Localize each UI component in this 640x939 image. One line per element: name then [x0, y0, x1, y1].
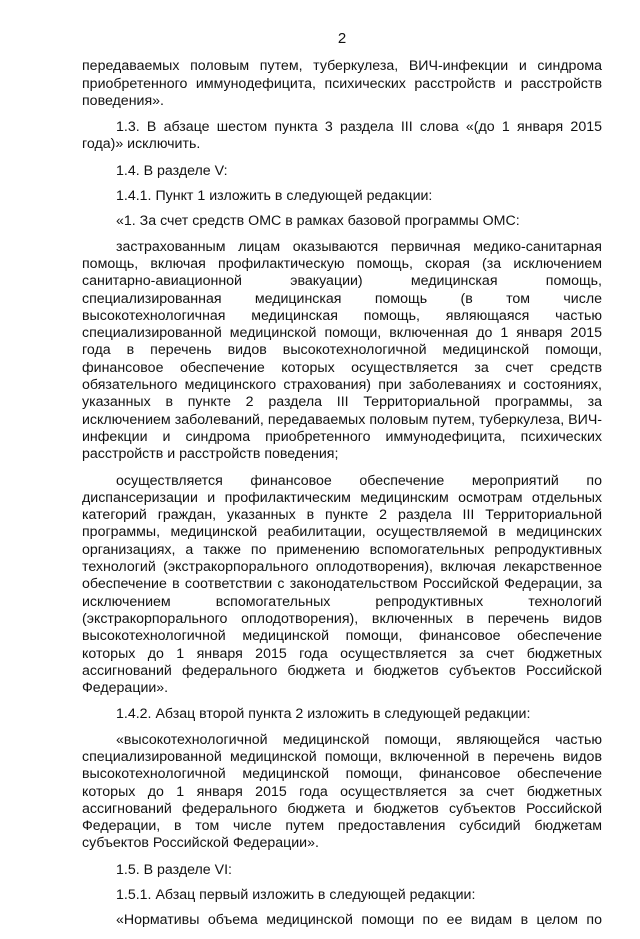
paragraph-item-1-5: 1.5. В разделе VI: — [116, 861, 232, 878]
paragraph-item-1-4-2: 1.4.2. Абзац второй пункта 2 изложить в следующей редакции: — [116, 706, 531, 723]
paragraph-continuation: передаваемых половым путем, туберкулеза, ВИЧ-инфекции и синдрома приобретенного иммунодефицита, психических расстройств и расстройств поведения». — [82, 58, 602, 109]
paragraph-item-1-4-1: 1.4.1. Пункт 1 изложить в следующей редакции: — [116, 188, 433, 205]
paragraph-item-1-5-1: 1.5.1. Абзац первый изложить в следующей редакции: — [116, 887, 476, 904]
paragraph-high-tech-care: «высокотехнологичной медицинской помощи, являющейся частью специализированной медицинской помощи, включенной в перечень видов высокотехнологичной медицинской помощи, финансовое обеспечение которых до 1 января 2015 года осуществляется за счет бюджетных ассигнований федерального бюджета и бюджетов субъектов Российской Федерации, в том числе путем предоставления субсидий бюджетам субъектов Российской Федерации». — [82, 731, 602, 852]
page-number: 2 — [337, 30, 347, 47]
paragraph-norms-start: «Нормативы объема медицинской помощи по ее видам в целом по — [116, 912, 602, 929]
document-page — [82, 30, 602, 939]
paragraph-item-1-4: 1.4. В разделе V: — [116, 162, 228, 179]
paragraph-financing: осуществляется финансовое обеспечение мероприятий по диспансеризации и профилактическим медицинским осмотрам отдельных категорий граждан, указанных в пункте 2 раздела III Территориальной программы, медицинской реабилитации, осуществляемой в медицинских организациях, а также по применению вспомогательных репродуктивных технологий (экстракорпорального оплодотворения), включая лекарственное обеспечение в соответствии с законодательством Российской Федерации, за исключением вспомогательных репродуктивных технологий (экстракорпорального оплодотворения), включенных в перечень видов высокотехнологичной медицинской помощи, финансовое обеспечение которых до 1 января 2015 года осуществляется за счет бюджетных ассигнований федерального бюджета и бюджетов субъектов Российской Федерации». — [82, 472, 602, 697]
paragraph-quote-start: «1. За счет средств ОМС в рамках базовой программы ОМС: — [116, 213, 520, 230]
paragraph-item-1-3: 1.3. В абзаце шестом пункта 3 раздела III слова «(до 1 января 2015 года)» исключить. — [82, 119, 602, 153]
paragraph-insured-persons: застрахованным лицам оказываются первичная медико-санитарная помощь, включая профилактическую помощь, скорая (за исключением санитарно-авиационной эвакуации) медицинская помощь, специализированная медицинская помощь (в том числе высокотехнологичная медицинская помощь, являющаяся частью специализированной медицинской помощи, включенная до 1 января 2015 года в перечень видов высокотехнологичной медицинской помощи, финансовое обеспечение которых осуществляется за счет средств обязательного медицинского страхования) при заболеваниях и состояниях, указанных в пункте 2 раздела III Территориальной программы, за исключением заболеваний, передаваемых половым путем, туберкулеза, ВИЧ-инфекции и синдрома приобретенного иммунодефицита, психических расстройств и расстройств поведения; — [82, 238, 602, 463]
